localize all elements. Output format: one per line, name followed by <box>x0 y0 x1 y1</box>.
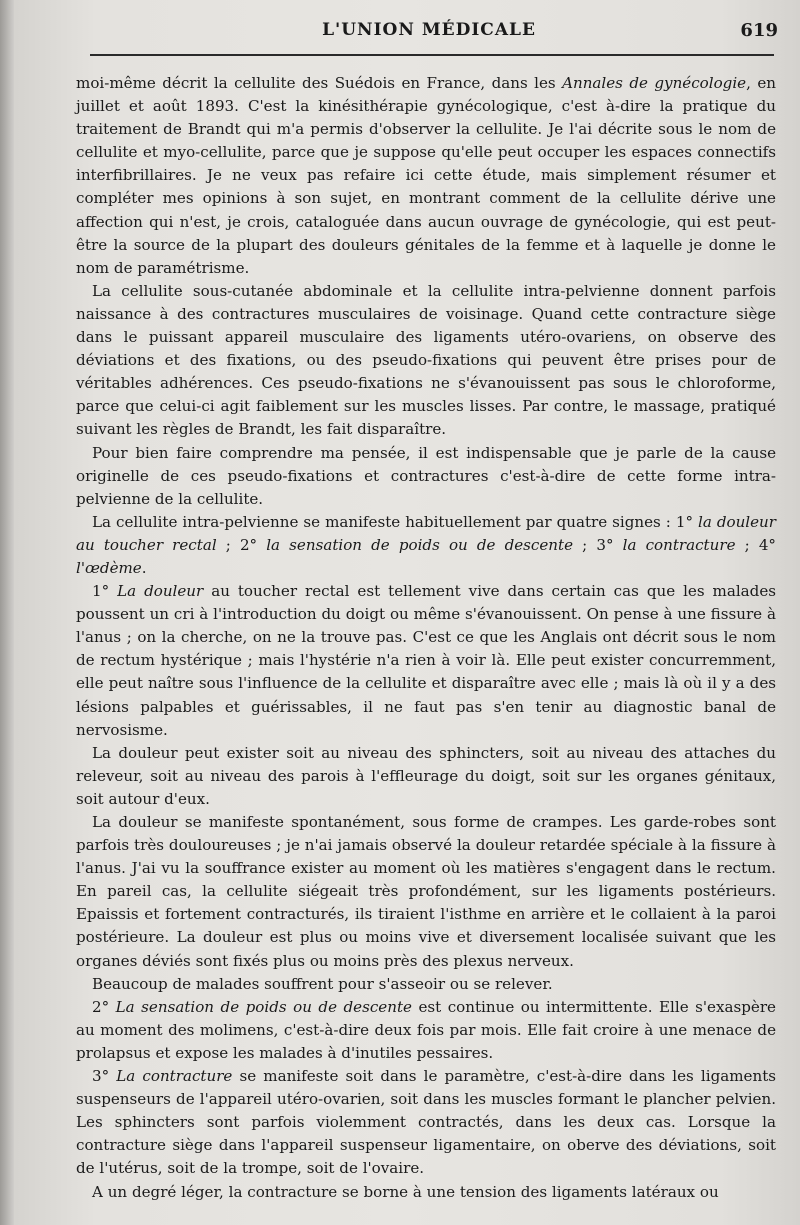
text-run: Beaucoup de malades souffrent pour s'asseoir ou se relever. <box>92 974 553 993</box>
text-run: moi-même décrit la cellulite des Suédois en France, dans les <box>76 74 563 92</box>
header-rule <box>90 54 774 56</box>
text-run: ; 4° <box>735 535 776 554</box>
page-binding-shadow <box>0 0 14 1225</box>
paragraph <box>76 973 776 996</box>
italic-run: la douleur au toucher rectal <box>76 512 776 554</box>
italic-run: La douleur <box>117 582 204 601</box>
paragraph <box>76 72 776 280</box>
text-run: se manifeste soit dans le paramètre, c'est-à-dire dans les ligaments suspenseurs de l'appareil utéro-ovarien, soit dans les muscles formant le plancher pelvien. Les sphincters sont parfois violemment contractés, dans les deux cas. Lorsque la contracture siège dans l'appareil suspenseur ligamentaire, on oberve des déviations, soit de l'utérus, soit de la trompe, soit de l'ovaire. <box>76 1067 777 1178</box>
page-number: 619 <box>740 20 778 41</box>
text-run: au toucher rectal est tellement vive dans certain cas que les malades poussent un cri à l'introduction du doigt ou même s'évanouissent. On pense à une fissure à l'anus ; on la cherche, on ne la trouve pas. C'est ce que les Anglais ont décrit sous le nom de rectum hystérique ; mais l'hystérie n'a rien à voir là. Elle peut exister concurremment, elle peut naître sous l'influence de la cellulite et disparaître avec elle ; mais là où il y a des lésions palpables et guérissables, il ne faut pas s'en tenir au diagnostic banal de nervosisme. <box>76 582 776 739</box>
text-run: , en juillet et août 1893. C'est la kinésithérapie gynécologique, c'est à-dire la pratique du traitement de Brandt qui m'a permis d'observer la cellulite. Je l'ai décrite sous le nom de cellulite et myo-cellulite, parce que je suppose qu'elle peut occuper les espaces connectifs interfibrillaires. Je ne veux pas refaire ici cette étude, mais simplement résumer et compléter mes opinions à son sujet, en montrant comment de la cellulite dérive une affection qui n'est, je crois, cataloguée dans aucun ouvrage de gynécologie, qui est peut-être la source de la plupart des douleurs génitales de la femme et à laquelle je donne le nom de paramétrisme. <box>76 74 776 277</box>
italic-run: Annales de gynécologie <box>562 74 747 92</box>
italic-run: La sensation de poids ou de descente <box>115 997 412 1016</box>
paragraph <box>76 996 776 1065</box>
text-run: La cellulite intra-pelvienne se manifeste habituellement par quatre signes : 1° <box>92 512 699 531</box>
paragraph <box>76 280 776 442</box>
text-run: ; 2° <box>216 535 267 554</box>
paragraph <box>76 511 776 580</box>
text-run: Pour bien faire comprendre ma pensée, il est indispensable que je parle de la cause originelle de ces pseudo-fixations et contractures c'est-à-dire de cette forme intra-pelvienne de la cellulite. <box>76 443 776 508</box>
running-title: L'UNION MÉDICALE <box>322 20 536 40</box>
text-run: La douleur peut exister soit au niveau des sphincters, soit au niveau des attaches du releveur, soit au niveau des parois à l'effleurage du doigt, soit sur les organes génitaux, soit autour d'eux. <box>76 743 776 808</box>
text-run: ; 3° <box>573 535 623 554</box>
italic-run: l'œdème <box>76 558 142 577</box>
text-run: 3° <box>92 1067 117 1086</box>
italic-run: La contracture <box>116 1067 233 1086</box>
article-body <box>76 72 776 1204</box>
italic-run: la sensation de poids ou de descente <box>266 535 574 554</box>
text-run: La douleur se manifeste spontanément, sous forme de crampes. Les garde-robes sont parfois très douloureuses ; je n'ai jamais observé la douleur retardée spéciale à la fissure à l'anus. J'ai vu la souffrance exister au moment où les matières s'engagent dans le rectum. En pareil cas, la cellulite siégeait très profondément, sur les ligaments postérieurs. Epaissis et fortement contracturés, ils tiraient l'isthme en arrière et le collaient à la paroi postérieure. La douleur est plus ou moins vive et diversement localisée suivant que les organes déviés sont fixés plus ou moins près des plexus nerveux. <box>76 813 776 970</box>
text-run: . <box>141 558 147 577</box>
paragraph <box>76 442 776 511</box>
paragraph <box>76 1181 776 1204</box>
italic-run: la contracture <box>622 535 736 554</box>
text-run: La cellulite sous-cutanée abdominale et la cellulite intra-pelvienne donnent parfois naissance à des contractures musculaires de voisinage. Quand cette contracture siège dans le puissant appareil musculaire des ligaments utéro-ovariens, on observe des déviations et des fixations, ou des pseudo-fixations qui peuvent être prises pour de véritables adhérences. Ces pseudo-fixations ne s'évanouissent pas sous le chloroforme, parce que celui-ci agit faiblement sur les muscles lisses. Par contre, le massage, pratiqué suivant les règles de Brandt, les fait disparaître. <box>76 281 776 439</box>
paragraph <box>76 1065 776 1180</box>
text-run: 2° <box>92 997 116 1016</box>
text-run: est continue ou intermittente. Elle s'exaspère au moment des molimens, c'est-à-dire deux fois par mois. Elle fait croire à une menace de prolapsus et expose les malades à d'inutiles pessaires. <box>76 997 776 1062</box>
paragraph <box>76 811 776 973</box>
text-run: A un degré léger, la contracture se borne à une tension des ligaments latéraux ou <box>92 1182 719 1201</box>
page-header <box>80 20 778 50</box>
paragraph <box>76 742 776 811</box>
paragraph <box>76 580 776 742</box>
text-run: 1° <box>92 582 118 601</box>
